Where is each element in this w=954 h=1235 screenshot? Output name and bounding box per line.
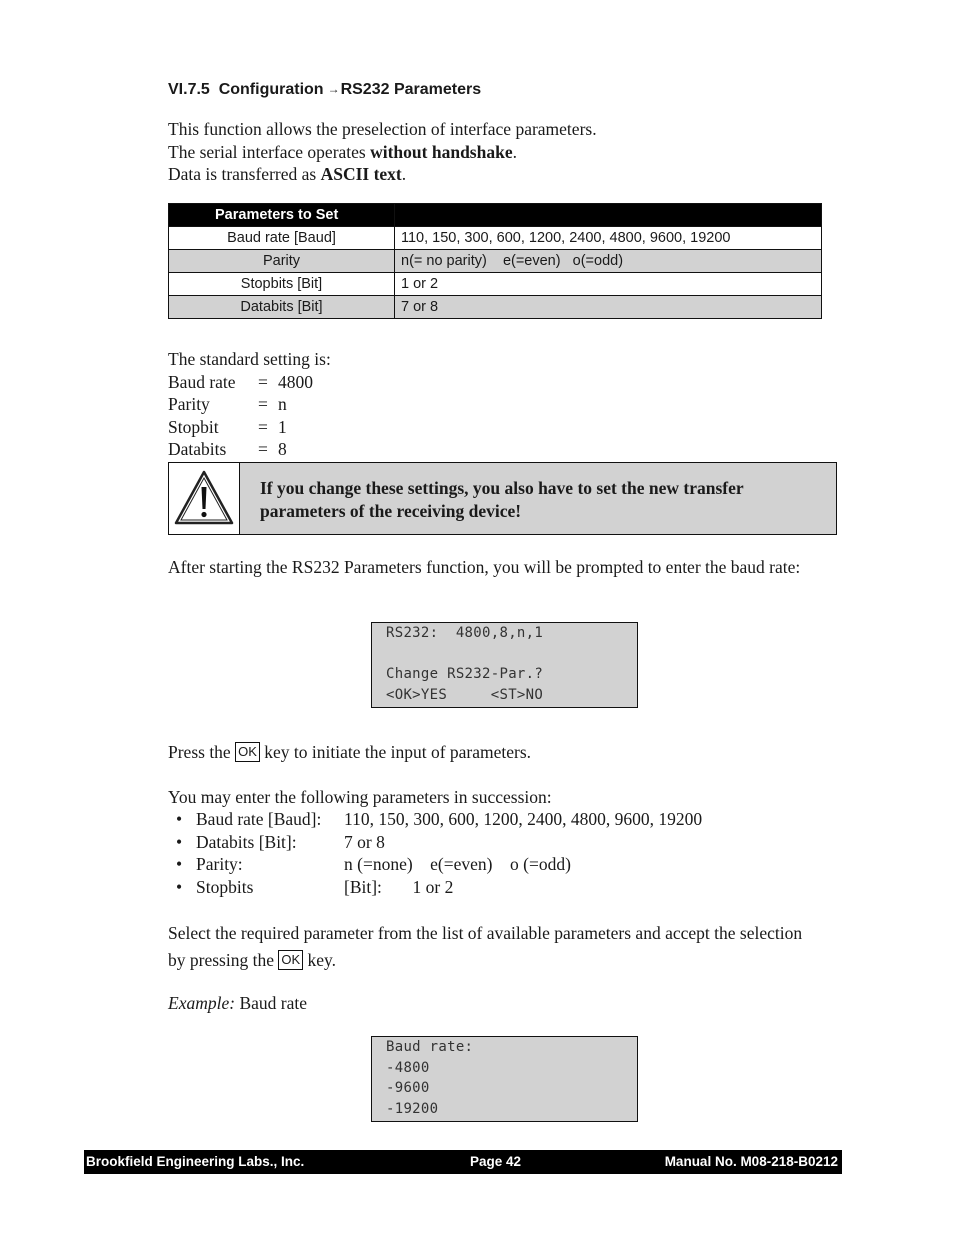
intro-line-2 — [168, 141, 848, 164]
intro-line-3-post: . — [401, 164, 407, 184]
press-pre: Press the — [168, 742, 236, 762]
table-header-blank — [395, 204, 822, 227]
bullet: • — [176, 831, 183, 852]
after-paragraph: After starting the RS232 Parameters function, you will be prompted to enter the baud rate: — [168, 557, 801, 577]
list-item-label: Databits [Bit]: — [196, 831, 297, 852]
setting-row — [168, 393, 331, 416]
select-paragraph — [168, 920, 848, 974]
list-item-label: Stopbits — [196, 876, 254, 897]
warning-box — [168, 462, 837, 535]
setting-value: n — [278, 394, 287, 414]
press-ok-paragraph — [168, 741, 531, 764]
parameter-list — [176, 808, 702, 898]
param-name: Stopbits [Bit] — [169, 273, 395, 296]
intro-line-3-pre: Data is transferred as — [168, 164, 321, 184]
table-row — [169, 250, 822, 273]
table-header: Parameters to Set — [169, 204, 395, 227]
list-item-value: 110, 150, 300, 600, 1200, 2400, 4800, 9600, 19200 — [344, 809, 703, 829]
lcd-line: Baud rate: — [386, 1039, 474, 1055]
list-item — [176, 831, 702, 854]
setting-key: Parity — [168, 394, 210, 414]
section-title: RS232 Parameters — [340, 81, 482, 98]
page-footer — [84, 1150, 842, 1174]
select-pre: by pressing the — [168, 950, 279, 970]
lcd-line — [372, 644, 637, 665]
ok-key-label: OK — [278, 950, 303, 970]
setting-key: Baud rate — [168, 371, 236, 392]
list-item-label: Parity: — [196, 854, 243, 874]
setting-value: 4800 — [278, 371, 313, 392]
setting-row — [168, 371, 331, 394]
list-item — [176, 876, 702, 899]
list-item-value: n (=none) e(=even) o (=odd) — [344, 854, 571, 874]
param-name: Databits [Bit] — [169, 296, 395, 319]
section-number: VI.7.5 — [168, 81, 210, 98]
setting-row — [168, 438, 331, 461]
standard-intro: The standard setting is: — [168, 349, 331, 369]
lcd-line: -19200 — [386, 1100, 439, 1117]
intro-line-3-bold: ASCII text — [320, 164, 402, 184]
intro-line-3 — [168, 163, 848, 186]
setting-eq: = — [258, 394, 268, 414]
select-line-1: Select the required parameter from the list of available parameters and accept the selection — [168, 923, 803, 943]
setting-key: Stopbit — [168, 416, 219, 437]
setting-eq: = — [258, 416, 268, 437]
setting-eq: = — [258, 439, 268, 459]
bullet: • — [176, 809, 183, 829]
list-item-value: 7 or 8 — [344, 831, 385, 852]
intro-line-2-post: . — [512, 141, 517, 162]
lcd-display-baud-rate — [371, 1036, 638, 1122]
lcd-line: -9600 — [386, 1080, 430, 1096]
example-text: Baud rate — [235, 993, 307, 1013]
warning-triangle-icon — [173, 469, 235, 527]
section-prefix: Configuration — [218, 81, 324, 98]
setting-key: Databits — [168, 439, 227, 459]
bullet: • — [176, 854, 183, 874]
lcd-line: -4800 — [386, 1059, 430, 1076]
setting-value: 8 — [278, 439, 287, 459]
footer-company: Brookfield Engineering Labs., Inc. — [86, 1154, 305, 1169]
list-item-value: [Bit]: 1 or 2 — [344, 876, 454, 897]
intro-paragraph — [168, 118, 848, 186]
list-item — [176, 853, 702, 876]
warning-icon-box — [169, 463, 240, 534]
setting-value: 1 — [278, 416, 287, 437]
warning-text: If you change these settings, you also have to set the new transfer parameters of the receiving device! — [260, 478, 744, 521]
press-post: key to initiate the input of parameters. — [259, 742, 532, 762]
intro-line-1: This function allows the preselection of interface parameters. — [168, 119, 597, 139]
parameters-table — [168, 203, 822, 319]
setting-eq: = — [258, 371, 268, 392]
param-value: 110, 150, 300, 600, 1200, 2400, 4800, 9600, 19200 — [395, 227, 822, 250]
table-row — [169, 296, 822, 319]
ok-key-label: OK — [235, 742, 260, 762]
lcd-line: RS232: 4800,8,n,1 — [386, 625, 544, 641]
example-label: Example: — [168, 993, 236, 1013]
select-line-2 — [168, 947, 848, 974]
arrow-icon: → — [327, 82, 340, 96]
table-row — [169, 227, 822, 250]
list-item — [176, 808, 702, 831]
param-value: 7 or 8 — [395, 296, 822, 319]
may-enter-text: You may enter the following parameters in succession: — [168, 787, 552, 807]
lcd-line: Change RS232-Par.? — [386, 666, 544, 682]
footer-page-number: Page 42 — [470, 1154, 522, 1169]
param-name: Baud rate [Baud] — [169, 227, 395, 250]
param-value: n(= no parity) e(=even) o(=odd) — [395, 250, 822, 273]
intro-line-2-pre: The serial interface operates — [168, 141, 371, 162]
param-name: Parity — [169, 250, 395, 273]
param-value: 1 or 2 — [395, 273, 822, 296]
intro-line-2-bold: without handshake — [370, 141, 513, 162]
footer-manual-number: Manual No. M08-218-B0212 — [664, 1154, 838, 1169]
standard-settings — [168, 348, 331, 461]
lcd-line: <OK>YES <ST>NO — [386, 686, 544, 703]
select-post: key. — [303, 950, 337, 970]
table-header-row — [169, 204, 822, 227]
example-line — [168, 992, 307, 1015]
table-row — [169, 273, 822, 296]
section-heading — [168, 81, 481, 99]
list-item-label: Baud rate [Baud]: — [196, 809, 322, 829]
lcd-display-rs232 — [371, 622, 638, 708]
setting-row — [168, 416, 331, 439]
bullet: • — [176, 876, 183, 897]
